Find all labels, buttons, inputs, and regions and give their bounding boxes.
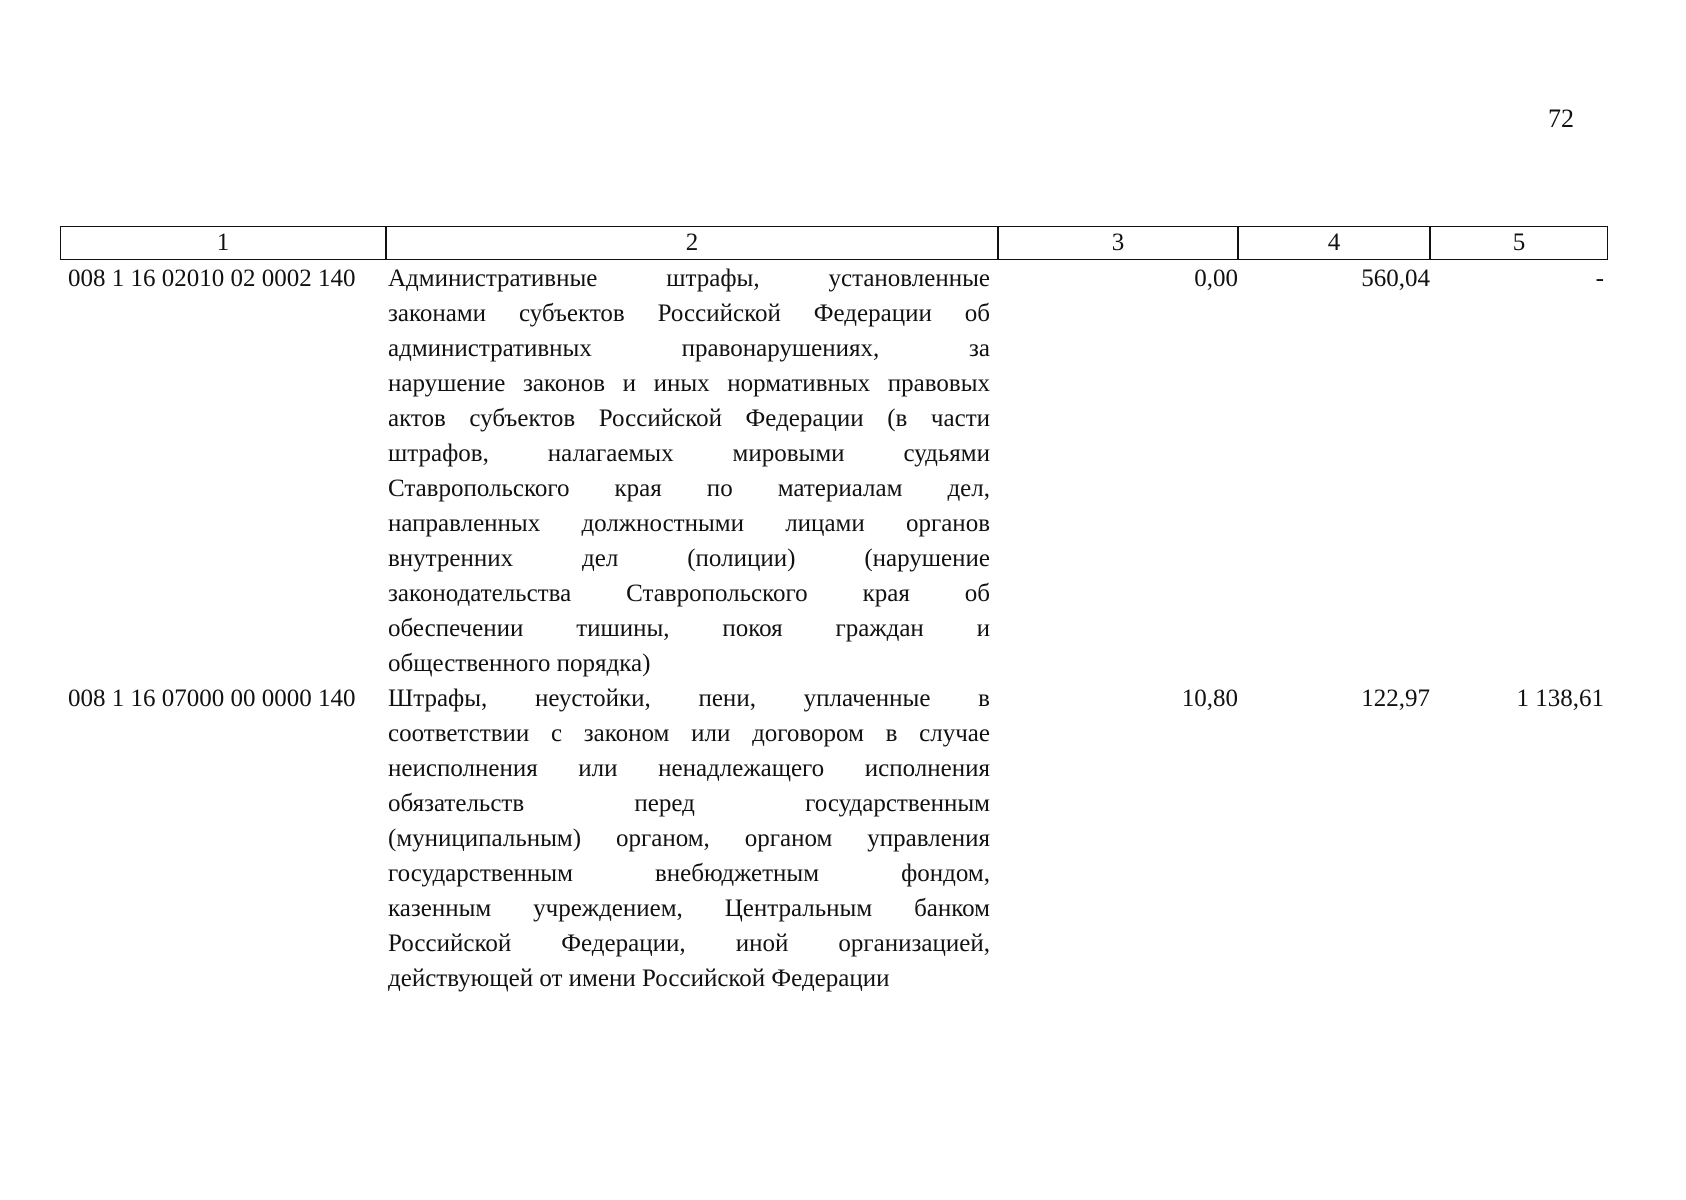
row-value-col5: 1 138,61: [1516, 685, 1604, 712]
row-value-col5: -: [1595, 265, 1604, 292]
description-line: соответствии с законом или договором в случае: [388, 720, 990, 747]
description-line: общественного порядка): [388, 650, 651, 677]
description-line: действующей от имени Российской Федерации: [388, 965, 890, 992]
description-line: направленных должностными лицами органов: [388, 510, 990, 537]
table-header-cell-4: 4: [1238, 226, 1430, 260]
description-line: актов субъектов Российской Федерации (в части: [388, 405, 990, 432]
description-line: административных правонарушениях, за: [388, 335, 990, 362]
table-header-cell-1: 1: [60, 226, 386, 260]
description-line: обязательств перед государственным: [388, 790, 990, 817]
row-description: [388, 681, 990, 996]
table-header-cell-3: 3: [998, 226, 1238, 260]
description-line: Российской Федерации, иной организацией,: [388, 930, 990, 957]
description-line: нарушение законов и иных нормативных правовых: [388, 370, 990, 397]
description-line: внутренних дел (полиции) (нарушение: [388, 545, 990, 572]
description-line: Штрафы, неустойки, пени, уплаченные в: [388, 685, 990, 712]
description-line: обеспечении тишины, покоя граждан и: [388, 615, 990, 642]
description-line: Административные штрафы, установленные: [388, 265, 990, 292]
table-header-cell-5: 5: [1430, 226, 1608, 260]
description-line: казенным учреждением, Центральным банком: [388, 895, 990, 922]
row-value-col4: 122,97: [1361, 685, 1430, 712]
description-line: неисполнения или ненадлежащего исполнения: [388, 755, 990, 782]
row-description: [388, 261, 990, 681]
row-code: 008 1 16 07000 00 0000 140: [68, 685, 356, 712]
description-line: штрафов, налагаемых мировыми судьями: [388, 440, 990, 467]
row-value-col3: 0,00: [1194, 265, 1238, 292]
description-line: государственным внебюджетным фондом,: [388, 860, 990, 887]
table-header-cell-2: 2: [386, 226, 998, 260]
description-line: законами субъектов Российской Федерации об: [388, 300, 990, 327]
row-code: 008 1 16 02010 02 0002 140: [68, 265, 356, 292]
row-value-col4: 560,04: [1361, 265, 1430, 292]
description-line: Ставропольского края по материалам дел,: [388, 475, 990, 502]
page-number: 72: [1548, 104, 1574, 133]
row-value-col3: 10,80: [1181, 685, 1238, 712]
description-line: законодательства Ставропольского края об: [388, 580, 990, 607]
description-line: (муниципальным) органом, органом управления: [388, 825, 990, 852]
